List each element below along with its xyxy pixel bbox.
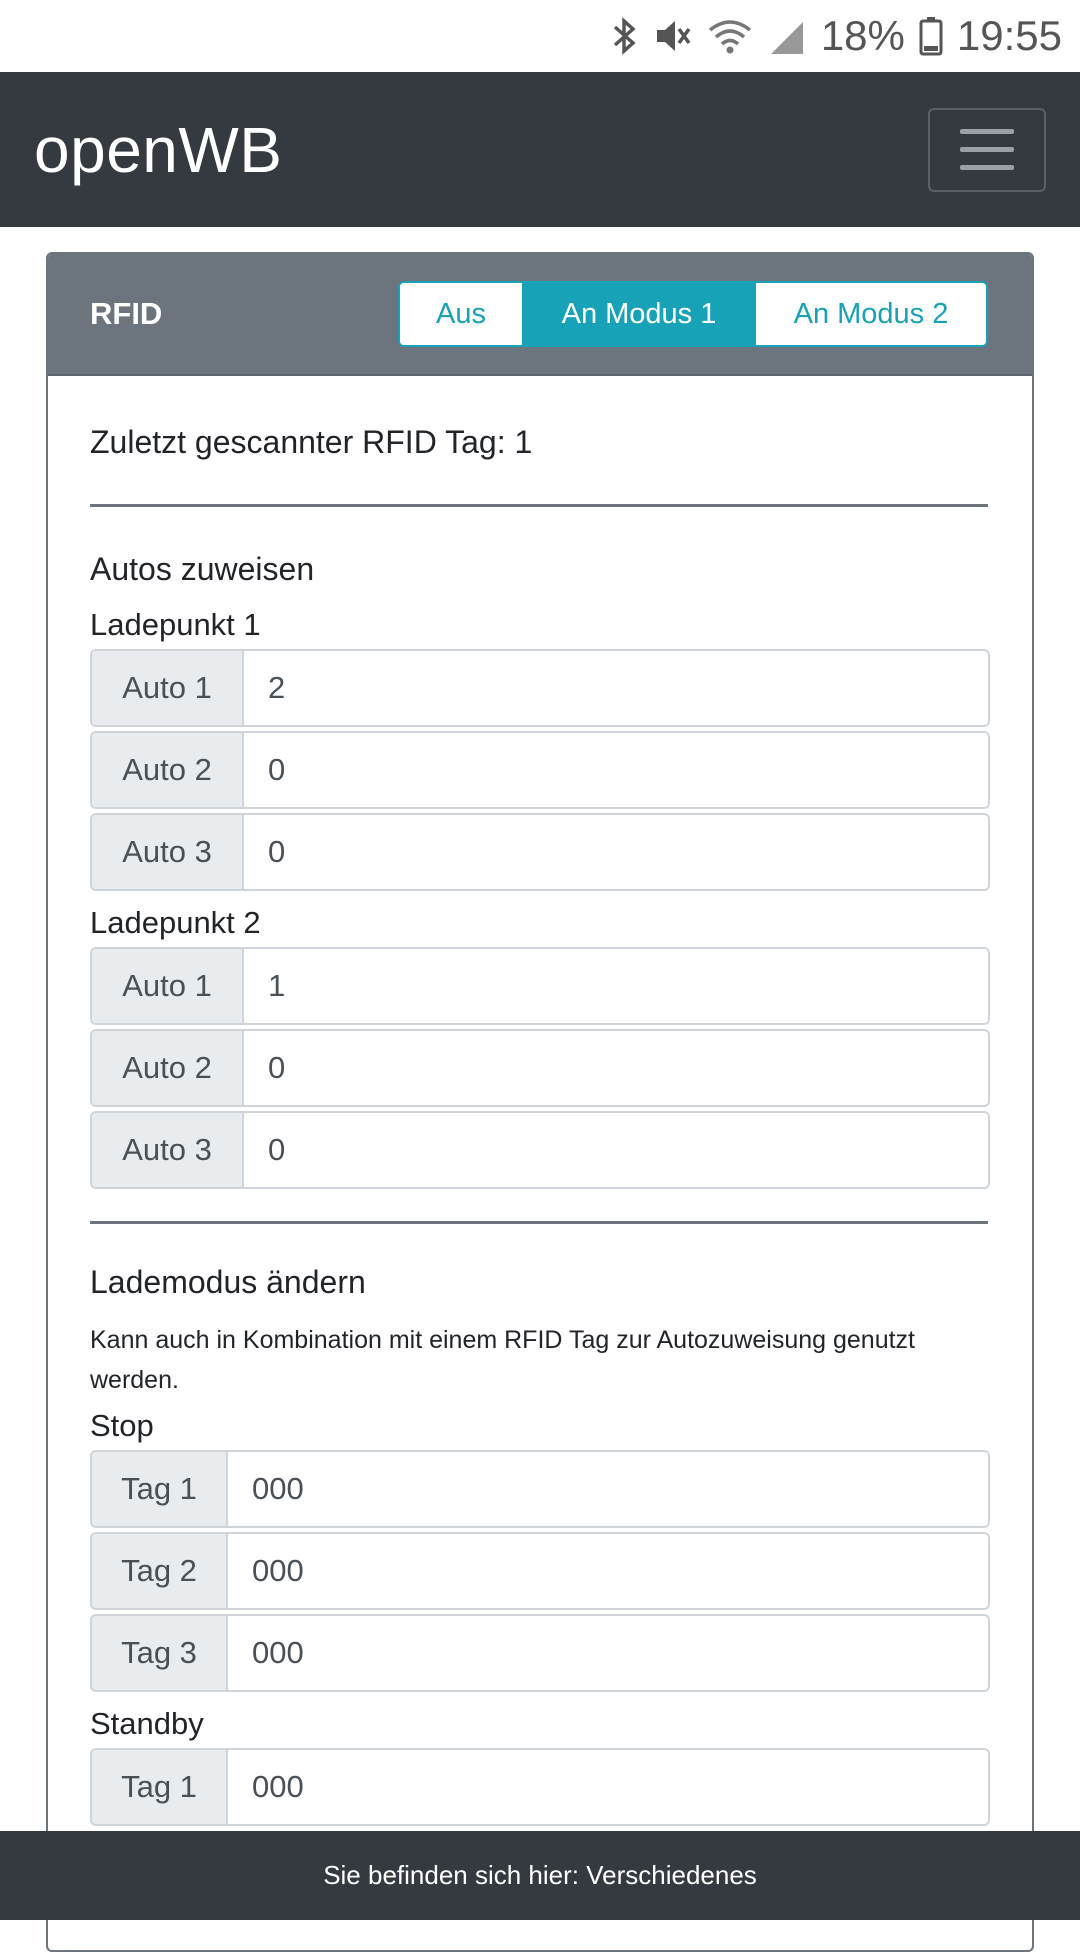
assign-heading: Autos zuweisen bbox=[90, 551, 315, 587]
battery-icon bbox=[919, 16, 943, 56]
mode-hint: Kann auch in Kombination mit einem RFID Tag zur Autozuweisung genutzt werden. bbox=[90, 1326, 915, 1394]
mode-button-an-modus-2[interactable]: An Modus 2 bbox=[756, 283, 986, 345]
lp1-auto3-input[interactable] bbox=[244, 815, 988, 889]
mode-button-aus[interactable]: Aus bbox=[400, 283, 524, 345]
standby-tag1-group bbox=[90, 1748, 990, 1826]
brand-logo[interactable]: openWB bbox=[34, 113, 283, 186]
input-prefix: Auto 1 bbox=[92, 651, 244, 725]
divider bbox=[90, 504, 988, 507]
status-bar bbox=[0, 0, 1080, 72]
lp2-auto3-input[interactable] bbox=[244, 1113, 988, 1187]
signal-icon bbox=[767, 16, 807, 56]
card-title: RFID bbox=[90, 296, 163, 331]
stop-tag2-input[interactable] bbox=[228, 1534, 988, 1608]
lp2-auto2-group bbox=[90, 1029, 990, 1107]
ladepunkt-2-label: Ladepunkt 2 bbox=[90, 905, 261, 940]
rfid-card bbox=[46, 252, 1034, 1952]
lp2-auto1-input[interactable] bbox=[244, 949, 988, 1023]
lp2-auto3-group bbox=[90, 1111, 990, 1189]
lp1-auto1-group bbox=[90, 649, 990, 727]
input-prefix: Auto 1 bbox=[92, 949, 244, 1023]
input-prefix: Auto 2 bbox=[92, 733, 244, 807]
navbar bbox=[0, 72, 1080, 227]
input-prefix: Tag 2 bbox=[92, 1534, 228, 1608]
ladepunkt-1-label: Ladepunkt 1 bbox=[90, 607, 261, 642]
input-prefix: Tag 3 bbox=[92, 1616, 228, 1690]
standby-tag1-input[interactable] bbox=[228, 1750, 988, 1824]
mute-icon bbox=[653, 16, 693, 56]
lp1-auto2-group bbox=[90, 731, 990, 809]
stop-tag1-group bbox=[90, 1450, 990, 1528]
divider bbox=[90, 1221, 988, 1224]
input-prefix: Tag 1 bbox=[92, 1452, 228, 1526]
stop-label: Stop bbox=[90, 1408, 154, 1443]
standby-label: Standby bbox=[90, 1706, 204, 1741]
last-scanned-tag: Zuletzt gescannter RFID Tag: 1 bbox=[90, 424, 533, 460]
stop-tag3-input[interactable] bbox=[228, 1616, 988, 1690]
mode-button-an-modus-1[interactable]: An Modus 1 bbox=[524, 283, 756, 345]
input-prefix: Auto 3 bbox=[92, 1113, 244, 1187]
menu-toggle-button[interactable] bbox=[928, 108, 1046, 192]
stop-tag1-input[interactable] bbox=[228, 1452, 988, 1526]
rfid-mode-switch bbox=[398, 281, 988, 347]
lp1-auto2-input[interactable] bbox=[244, 733, 988, 807]
bluetooth-icon bbox=[611, 15, 639, 57]
lp1-auto1-input[interactable] bbox=[244, 651, 988, 725]
input-prefix: Auto 3 bbox=[92, 815, 244, 889]
lp2-auto2-input[interactable] bbox=[244, 1031, 988, 1105]
hamburger-icon bbox=[960, 129, 1014, 134]
footer-breadcrumb: Sie befinden sich hier: Verschiedenes bbox=[0, 1831, 1080, 1920]
lp2-auto1-group bbox=[90, 947, 990, 1025]
clock: 19:55 bbox=[956, 12, 1062, 59]
battery-percent: 18% bbox=[820, 12, 905, 59]
stop-tag3-group bbox=[90, 1614, 990, 1692]
lp1-auto3-group bbox=[90, 813, 990, 891]
rfid-card-header bbox=[48, 254, 1032, 376]
input-prefix: Tag 1 bbox=[92, 1750, 228, 1824]
stop-tag2-group bbox=[90, 1532, 990, 1610]
mode-heading: Lademodus ändern bbox=[90, 1264, 366, 1300]
wifi-icon bbox=[707, 16, 753, 56]
input-prefix: Auto 2 bbox=[92, 1031, 244, 1105]
